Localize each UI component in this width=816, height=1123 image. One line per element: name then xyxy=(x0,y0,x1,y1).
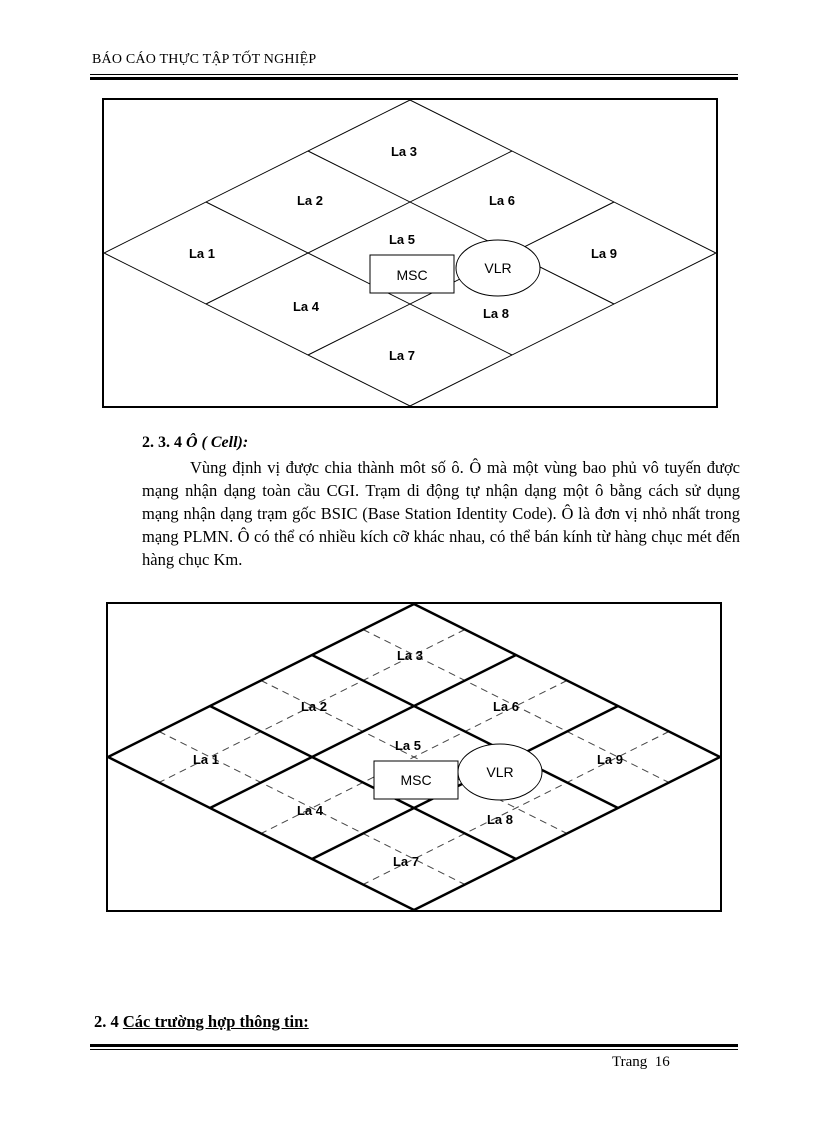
area-label-2: La 2 xyxy=(300,699,328,714)
area-label-5: La 5 xyxy=(388,232,416,247)
area-label-5: La 5 xyxy=(394,738,422,753)
area-label-3: La 3 xyxy=(390,144,418,159)
area-label-8: La 8 xyxy=(482,306,510,321)
area-label-1: La 1 xyxy=(188,246,216,261)
header-title: BÁO CÁO THỰC TẬP TỐT NGHIỆP xyxy=(92,52,317,67)
area-label-2: La 2 xyxy=(296,193,324,208)
section-number: 2. 3. 4 xyxy=(142,434,182,451)
area-label-7: La 7 xyxy=(388,348,416,363)
section-body: Vùng định vị được chia thành môt số ô. Ô mà một vùng bao phủ vô tuyến được mạng nhận dạng toàn cầu CGI. Trạm di động tự nhận dạng một ô bằng cách sử dụng mạng nhận dạng trạm gốc BSIC (Base Station Identity Code). Ô là đơn vị nhỏ nhất trong mạng PLMN. Ô có thể có nhiều kích cỡ khác nhau, có thể bán kính từ hàng chục mét đến hàng chục Km. xyxy=(142,458,740,569)
area-label-9: La 9 xyxy=(590,246,618,261)
section-title: Ô ( Cell): xyxy=(186,434,249,451)
cell-diagram xyxy=(106,602,722,912)
area-label-6: La 6 xyxy=(488,193,516,208)
msc-label: MSC xyxy=(400,772,432,788)
cell-grid xyxy=(159,630,669,885)
cell-diagram-svg xyxy=(108,604,720,910)
footer-rule-thin xyxy=(90,1049,738,1050)
section-heading xyxy=(142,434,248,452)
location-area-svg xyxy=(104,100,716,406)
footer-rule-thick xyxy=(90,1044,738,1047)
section-2-4-heading xyxy=(94,1012,309,1032)
header-rule-thin xyxy=(90,74,738,75)
area-label-4: La 4 xyxy=(292,299,320,314)
header-rule-thick xyxy=(90,77,738,80)
area-label-6: La 6 xyxy=(492,699,520,714)
section-2-4-title: Các trường hợp thông tin: xyxy=(122,1012,309,1031)
page-number: Trang 16 xyxy=(612,1054,670,1070)
area-label-3: La 3 xyxy=(396,648,424,663)
section-2-4-number: 2. 4 xyxy=(94,1012,119,1031)
area-label-7: La 7 xyxy=(392,854,420,869)
area-label-4: La 4 xyxy=(296,803,324,818)
area-label-8: La 8 xyxy=(486,812,514,827)
vlr-label: VLR xyxy=(484,260,512,276)
location-area-diagram xyxy=(102,98,718,408)
vlr-label: VLR xyxy=(486,764,514,780)
msc-label: MSC xyxy=(396,267,428,283)
area-label-9: La 9 xyxy=(596,752,624,767)
area-label-1: La 1 xyxy=(192,752,220,767)
